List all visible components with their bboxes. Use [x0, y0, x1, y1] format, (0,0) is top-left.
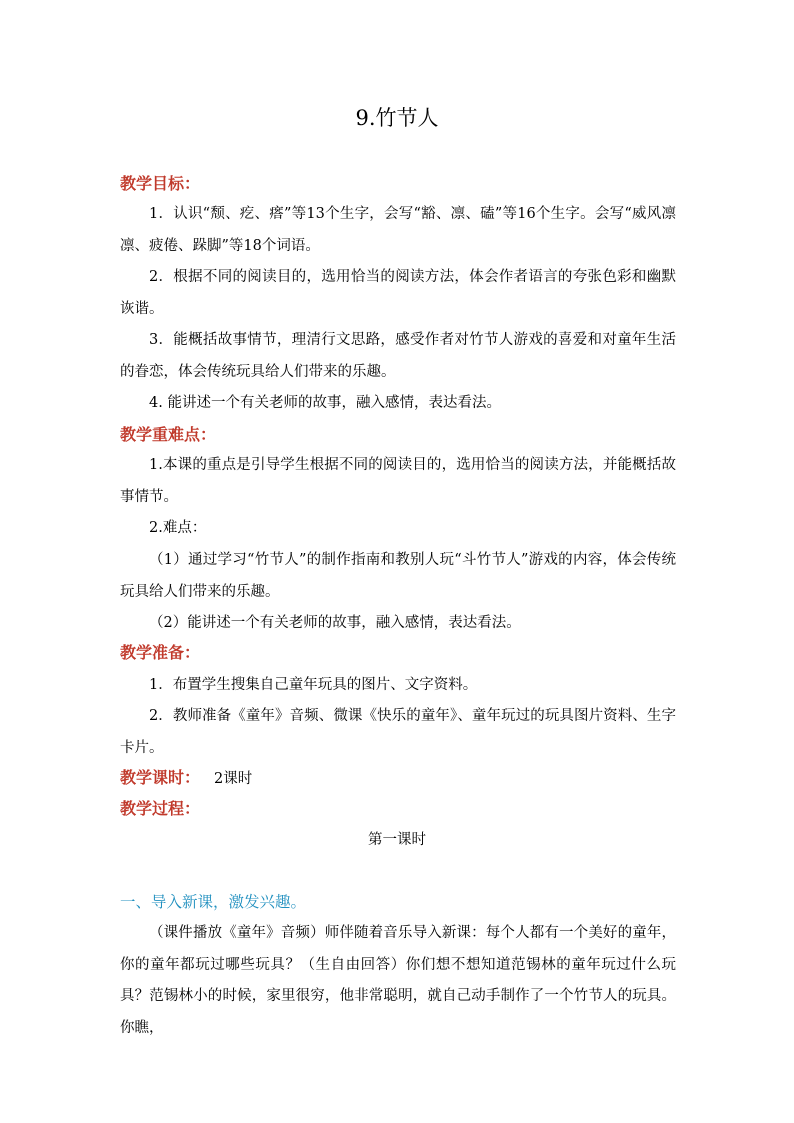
- objective-2: 2．根据不同的阅读目的，选用恰当的阅读方法，体会作者语言的夸张色彩和幽默诙谐。: [120, 269, 676, 317]
- key-point-2: 2.难点：: [149, 520, 207, 536]
- objective-3: 3．能概括故事情节，理清行文思路，感受作者对竹节人游戏的喜爱和对童年生活的眷恋，体会传统玩具给人们带来的乐趣。: [120, 332, 676, 380]
- key-point-4: （2）能讲述一个有关老师的故事，融入感情，表达看法。: [149, 615, 521, 631]
- page-title: 9.竹节人: [355, 106, 439, 130]
- class-hours-label: 教学课时：: [120, 768, 201, 787]
- heading-class-hours: [120, 767, 252, 790]
- key-point-3: （1）通过学习“竹节人”的制作指南和教别人玩“斗竹节人”游戏的内容，体会传统玩具给人们带来的乐趣。: [120, 552, 676, 600]
- heading-process: 教学过程：: [120, 799, 201, 818]
- preparation-2: 2．教师准备《童年》音频、微课《快乐的童年》、童年玩过的玩具图片资料、生字卡片。: [120, 708, 676, 756]
- heading-objectives: 教学目标：: [120, 174, 201, 193]
- class-hours-value: 2课时: [214, 771, 253, 787]
- heading-key-points: 教学重难点：: [120, 425, 217, 444]
- heading-preparation: 教学准备：: [120, 643, 201, 662]
- lesson-period-title: 第一课时: [368, 832, 426, 848]
- objective-1: 1．认识“颓、疙、瘩”等13个生字，会写“豁、凛、磕”等16个生字。会写“威风凛凛、疲倦、跺脚”等18个词语。: [120, 206, 676, 254]
- key-point-1: 1.本课的重点是引导学生根据不同的阅读目的，选用恰当的阅读方法，并能概括故事情节。: [120, 457, 676, 505]
- section-1-text: （课件播放《童年》音频）师伴随着音乐导入新课：每个人都有一个美好的童年，你的童年都玩过哪些玩具？（生自由回答）你们想不想知道范锡林的童年玩过什么玩具？范锡林小的时候，家里很穷，他非常聪明，就自己动手制作了一个竹节人的玩具。你瞧，: [120, 925, 676, 1036]
- section-1-heading: 一、导入新课，激发兴趣。: [120, 893, 307, 911]
- objective-4: 4. 能讲述一个有关老师的故事，融入感情，表达看法。: [149, 395, 501, 411]
- preparation-1: 1．布置学生搜集自己童年玩具的图片、文字资料。: [149, 677, 478, 693]
